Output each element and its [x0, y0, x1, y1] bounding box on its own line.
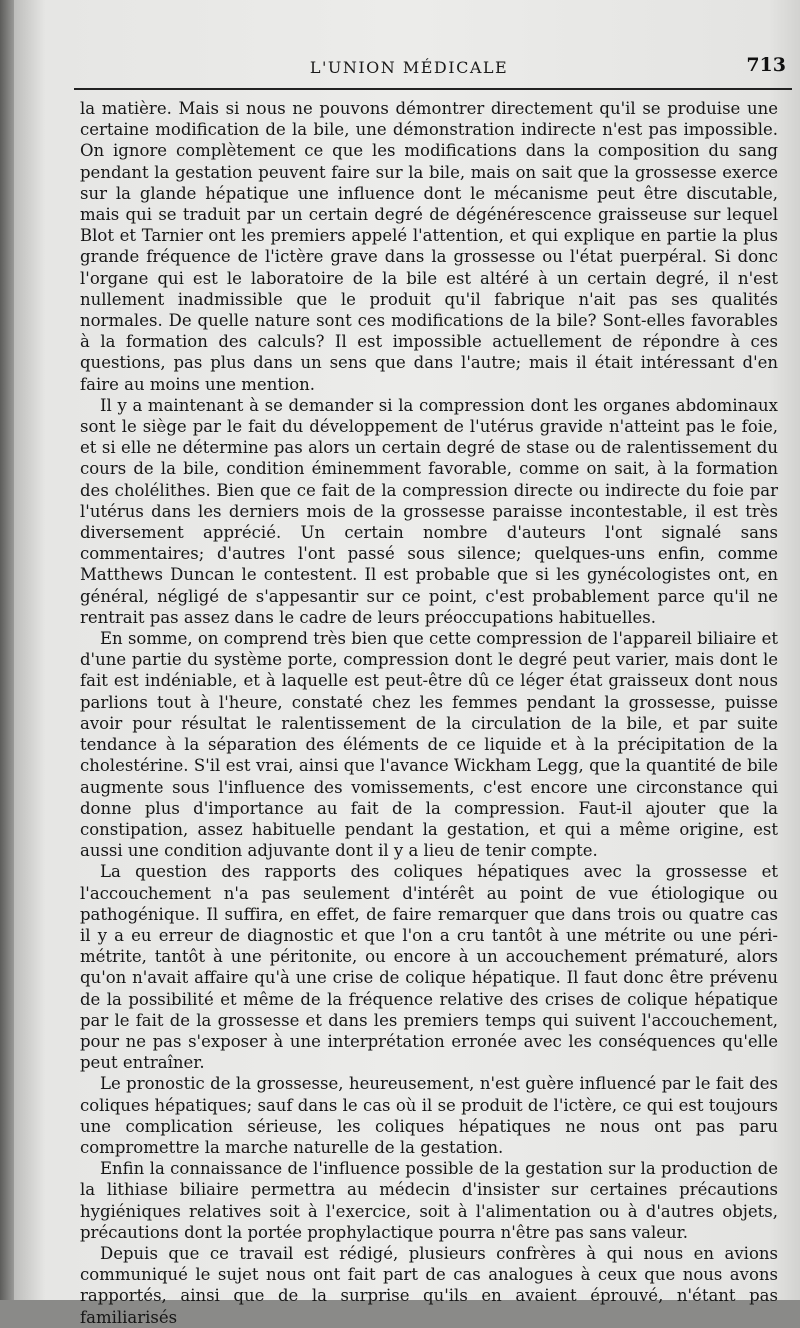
paragraph-2: Il y a maintenant à se demander si la compression dont les organes abdominaux sont le siège par le fait du développement de l'utérus gravide n'atteint pas le foie, et si elle ne détermine pas alors un certain degré de stase ou de ralentissement du cours de la bile, condition éminemment favorable, comme on sait, à la formation des cholélithes. Bien que ce fait de la compression directe ou indirecte du foie par l'utérus dans les derniers mois de la grossesse paraisse incontestable, il est très diversement apprécié. Un certain nombre d'auteurs l'ont signalé sans commentaires; d'autres l'ont passé sous silence; quelques-uns enfin, comme Matthews Duncan le contestent. Il est probable que si les gynécologistes ont, en général, négligé de s'appesantir sur ce point, c'est probablement parce qu'il ne rentrait pas assez dans le cadre de leurs préoccupations habituelles.: [80, 395, 778, 627]
paragraph-4: La question des rapports des coliques hépatiques avec la grossesse et l'accouchement n'a pas seulement d'intérêt au point de vue étiologique ou pathogénique. Il suffira, en effet, de faire remarquer que dans trois ou quatre cas il y a eu erreur de diagnostic et que l'on a cru tantôt à une métrite ou une péri-métrite, tantôt à une péritonite, ou encore à un accouchement prématuré, alors qu'on n'avait affaire qu'à une crise de colique hépatique. Il faut donc être prévenu de la possibilité et même de la fréquence relative des crises de colique hépatique par le fait de la grossesse et dans les premiers temps qui suivent l'accouchement, pour ne pas s'exposer à une interprétation erronée avec les conséquences qu'elle peut entraîner.: [80, 862, 778, 1073]
paragraph-5: Le pronostic de la grossesse, heureusement, n'est guère influencé par le fait des coliques hépatiques; sauf dans le cas où il se produit de l'ictère, ce qui est toujours une complication sérieuse, les coliques hépatiques ne nous ont pas paru compromettre la marche naturelle de la gestation.: [80, 1074, 778, 1157]
page-number: 713: [746, 54, 786, 76]
header-rule: [74, 88, 792, 90]
paragraph-7: Depuis que ce travail est rédigé, plusieurs confrères à qui nous en avions communiqué le sujet nous ont fait part de cas analogues à ceux que nous avons rapportés, ainsi que de la surprise qu'ils en avaient éprouvé, n'étant pas familiarisés: [80, 1243, 778, 1327]
paragraph-1: la matière. Mais si nous ne pouvons démontrer directement qu'il se produise une certaine modification de la bile, une démonstration indirecte n'est pas impossible. On ignore complètement ce que les modifications dans la composition du sang pendant la gestation peuvent faire sur la bile, mais on sait que la grossesse exerce sur la glande hépatique une influence dont le mécanisme peut être discutable, mais qui se traduit par un certain degré de dégénérescence graisseuse sur lequel Blot et Tarnier ont les premiers appelé l'attention, et qui explique en partie la plus grande fréquence de l'ictère grave dans la grossesse ou l'état puerpéral. Si donc l'organe qui est le laboratoire de la bile est altéré à un certain degré, il n'est nullement inadmissible que le produit qu'il fabrique n'ait pas ses qualités normales. De quelle nature sont ces modifications de la bile? Sont-elles favorables à la formation des calculs? Il est impossible actuellement de répondre à ces questions, pas plus dans un sens que dans l'autre; mais il était intéressant d'en faire au moins une mention.: [80, 99, 778, 394]
running-title: L'UNION MÉDICALE: [309, 58, 509, 77]
paragraph-6: Enfin la connaissance de l'influence possible de la gestation sur la production de la lithiase biliaire permettra au médecin d'insister sur certaines précautions hygiéniques relatives soit à l'exercice, soit à l'alimentation ou à d'autres objets, précautions dont la portée prophylactique pourra n'être pas sans valeur.: [80, 1159, 778, 1242]
paragraph-3: En somme, on comprend très bien que cette compression de l'appareil biliaire et d'une partie du système porte, compression dont le degré peut varier, mais dont le fait est indéniable, et à laquelle est peut-être dû ce léger état graisseux dont nous parlions tout à l'heure, constaté chez les femmes pendant la grossesse, puisse avoir pour résultat le ralentissement de la circulation de la bile, et par suite tendance à la séparation des éléments de ce liquide et à la précipitation de la cholestérine. S'il est vrai, ainsi que l'avance Wickham Legg, que la quantité de bile augmente sous l'influence des vomissements, c'est encore une circonstance qui donne plus d'importance au fait de la compression. Faut-il ajouter que la constipation, assez habituelle pendant la gestation, et qui a même origine, est aussi une condition adjuvante dont il y a lieu de tenir compte.: [80, 629, 778, 861]
page-gutter-shadow: [0, 0, 14, 1300]
page-header: [66, 48, 792, 86]
body-text: [80, 98, 778, 1328]
